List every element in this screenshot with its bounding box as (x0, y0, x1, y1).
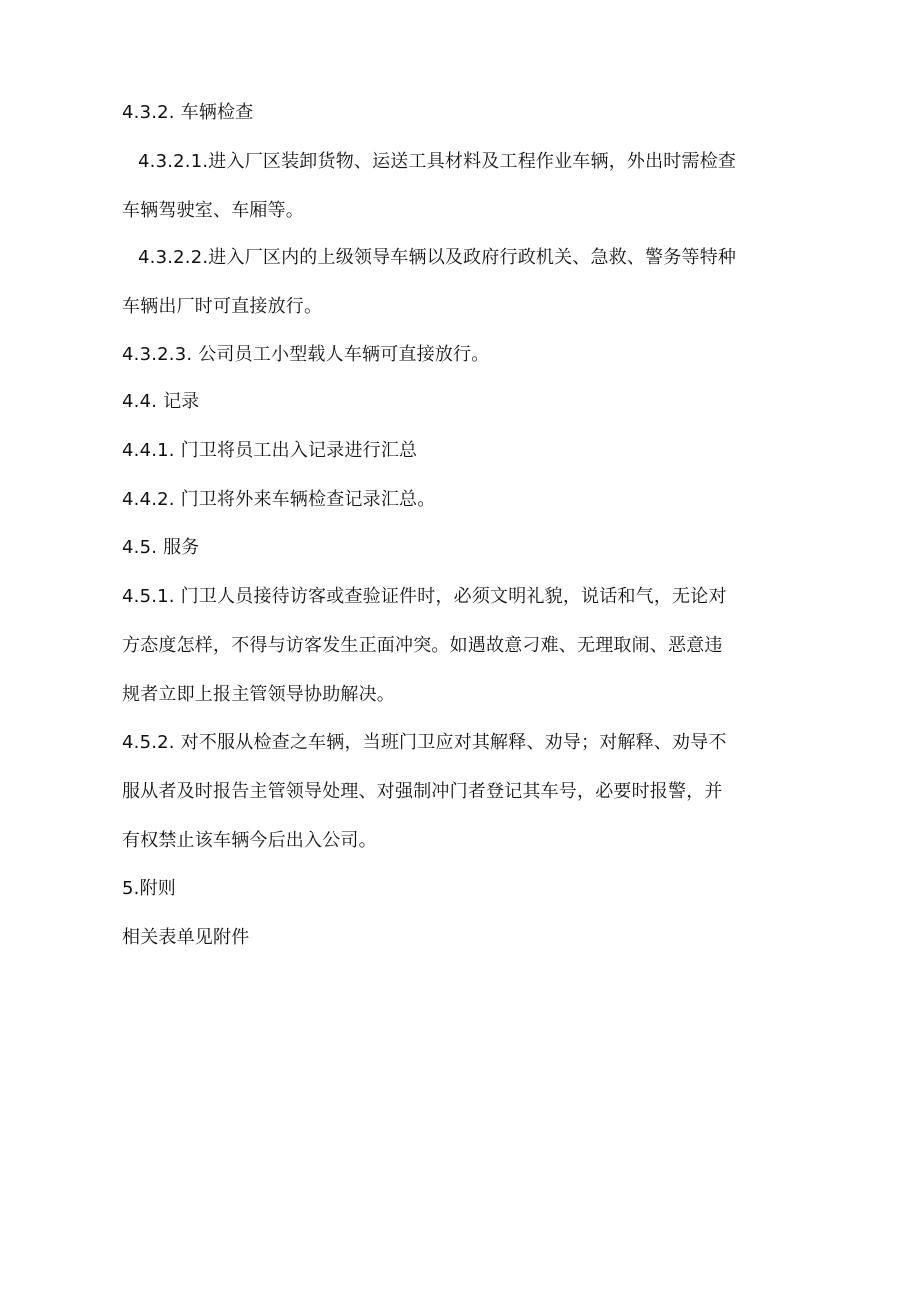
paragraph-4-3-2-2-line-1: 4.3.2.2.进入厂区内的上级领导车辆以及政府行政机关、急救、警务等特种 (138, 247, 737, 268)
paragraph-4-5-2-line-3: 有权禁止该车辆今后出入公司。 (122, 830, 377, 851)
paragraph-4-3-2-2-line-2: 车辆出厂时可直接放行。 (122, 296, 323, 317)
paragraph-4-5-1-line-2: 方态度怎样，不得与访客发生正面冲突。如遇故意刁难、无理取闹、恶意违 (122, 635, 723, 656)
paragraph-4-5-1-line-3: 规者立即上报主管领导协助解决。 (122, 684, 395, 705)
heading-4-5: 4.5. 服务 (122, 537, 200, 558)
paragraph-4-3-2-3: 4.3.2.3. 公司员工小型载人车辆可直接放行。 (122, 344, 490, 365)
paragraph-4-5-1-line-1: 4.5.1. 门卫人员接待访客或查验证件时，必须文明礼貌，说话和气，无论对 (122, 586, 727, 607)
heading-4-4: 4.4. 记录 (122, 391, 200, 412)
heading-5-appendix: 5.附则 (122, 878, 176, 899)
paragraph-4-5-2-line-1: 4.5.2. 对不服从检查之车辆，当班门卫应对其解释、劝导；对解释、劝导不 (122, 732, 727, 753)
paragraph-4-4-1: 4.4.1. 门卫将员工出入记录进行汇总 (122, 440, 418, 461)
paragraph-4-3-2-1-line-1: 4.3.2.1.进入厂区装卸货物、运送工具材料及工程作业车辆，外出时需检查 (138, 151, 737, 172)
paragraph-4-4-2: 4.4.2. 门卫将外来车辆检查记录汇总。 (122, 489, 436, 510)
heading-4-3-2: 4.3.2. 车辆检查 (122, 102, 254, 123)
appendix-note: 相关表单见附件 (122, 927, 250, 948)
paragraph-4-5-2-line-2: 服从者及时报告主管领导处理、对强制冲门者登记其车号，必要时报警，并 (122, 781, 723, 802)
paragraph-4-3-2-1-line-2: 车辆驾驶室、车厢等。 (122, 200, 304, 221)
